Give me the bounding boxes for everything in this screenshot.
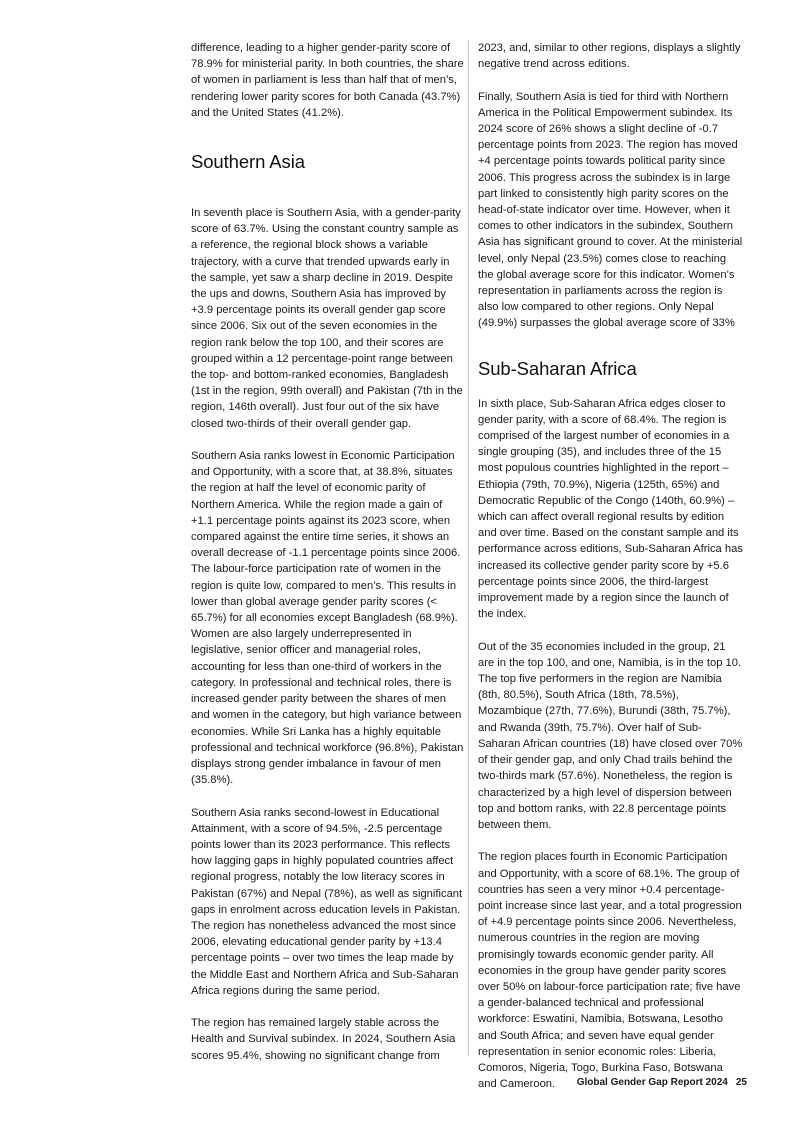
page-number: 25	[735, 1077, 747, 1088]
heading-southern-asia: Southern Asia	[191, 151, 305, 173]
report-title: Global Gender Gap Report 2024	[576, 1077, 728, 1088]
paragraph-continued: 2023, and, similar to other regions, displays a slightly negative trend across editions.	[478, 42, 741, 71]
paragraph-sub-saharan-africa-1: In sixth place, Sub-Saharan Africa edges closer to gender parity, with a score of 68.4%. The region is comprised of the largest number of economies in a single grouping (35), and includes three of the 15 most populous countries highlighted in the report – Ethiopia (79th, 70.9%), Nigeria (125th, 65%) and Democratic Republic of the Congo (140th, 60.9%) – which can affect overall regional results by edition and over time. Based on the constant sample and its performance across editions, Sub-Saharan Africa has increased its collective gender parity score by +5.6 percentage points since 2006, the third-largest improvement made by a region since the launch of the index.	[478, 397, 743, 621]
right-column	[478, 40, 743, 1109]
left-column	[191, 40, 466, 1080]
page-footer	[577, 1077, 747, 1089]
paragraph-southern-asia-1: In seventh place is Southern Asia, with a gender-parity score of 63.7%. Using the constant country sample as a reference, the regional block shows a variable trajectory, with a curve that trended upwards early in the sample, yet saw a sharp decline in 2019. Despite the ups and downs, Southern Asia has improved by +3.9 percentage points its overall gender gap score since 2006. Six out of the seven economies in the region rank below the top 100, and their scores are grouped within a 12 percentage-point range between the top- and bottom-ranked economies, Bangladesh (1st in the region, 99th overall) and Pakistan (7th in the region, 146th overall). Just four out of the six have closed two-thirds of their overall gender gap.	[191, 207, 463, 430]
paragraph-southern-asia-4: The region has remained largely stable across the Health and Survival subindex. In 2024, Southern Asia scores 95.4%, showing no significant change from	[191, 1017, 456, 1062]
paragraph-southern-asia-2: Southern Asia ranks lowest in Economic Participation and Opportunity, with a score that, at 38.8%, situates the region at half the level of economic parity of Northern America. While the region made a gain of +1.1 percentage points against its 2023 score, when compared against the entire time series, it shows an overall decrease of -1.1 percentage points since 2006. The labour-force participation rate of women in the region is quite low, compared to men’s. This results in lower than global average gender parity scores (< 65.7%) for all economies except Bangladesh (68.9%). Women are also largely underrepresented in legislative, senior officer and managerial roles, accounting for less than one-third of workers in the category. In professional and technical roles, there is increased gender parity between the shares of men and women in the category, but high variance between economies. While Sri Lanka has a highly equitable professional and technical workforce (96.8%), Pakistan displays strong gender imbalance in favour of men (35.8%).	[191, 450, 464, 787]
column-divider	[468, 40, 469, 1056]
heading-sub-saharan-africa: Sub-Saharan Africa	[478, 357, 637, 379]
paragraph-southern-asia-3: Southern Asia ranks second-lowest in Educational Attainment, with a score of 94.5%, -2.5 percentage points lower than its 2023 performance. This reflects how lagging gaps in highly populated countries affect regional progress, notably the low literacy scores in Pakistan (67%) and Nepal (78%), as well as significant gaps in enrolment across education levels in Pakistan. The region has nonetheless advanced the most since 2006, elevating educational gender parity by +13.4 percentage points – over two times the leap made by the Middle East and Northern Africa and Sub-Saharan Africa regions during the same period.	[191, 806, 463, 997]
paragraph-intro: difference, leading to a higher gender-parity score of 78.9% for ministerial parity. In both countries, the share of women in parliament is less than half that of men’s, rendering lower parity scores for both Canada (43.7%) and the United States (41.2%).	[191, 42, 464, 119]
paragraph-sub-saharan-africa-2: Out of the 35 economies included in the group, 21 are in the top 100, and one, Namibia, is in the top 10. The top five performers in the region are Namibia (8th, 80.5%), South Africa (18th, 78.5%), Mozambique (27th, 77.6%), Burundi (38th, 75.7%), and Rwanda (39th, 75.7%). Over half of Sub-Saharan African countries (18) have closed over 70% of their gender gap, and only Chad trails behind the two-thirds mark (57.6%). Nonetheless, the region is characterized by a high level of dispersion between top and bottom ranks, with 22.8 percentage points between them.	[478, 640, 743, 831]
paragraph-southern-asia-5: Finally, Southern Asia is tied for third with Northern America in the Political Empowerment subindex. Its 2024 score of 26% shows a slight decline of -0.7 percentage points from 2023. The region has moved +4 percentage points towards political parity since 2006. This progress across the subindex is in large part linked to consistently high parity scores on the head-of-state indicator over time. However, when it comes to other indicators in the subindex, Southern Asia has significant ground to cover. At the ministerial level, only Nepal (23.5%) comes close to reaching the global average score for this indicator. Women’s representation in parliaments across the region is also low compared to other regions. Only Nepal (49.9%) surpasses the global average score of 33%	[478, 90, 743, 330]
paragraph-sub-saharan-africa-3: The region places fourth in Economic Participation and Opportunity, with a score of 68.1%. The group of countries has seen a very minor +0.4 percentage-point increase since last year, and a total progression of +4.9 percentage points since 2006. Nevertheless, numerous countries in the region are moving promisingly towards economic gender parity. All economies in the group have gender parity scores over 50% on labour-force participation rate; five have a gender-balanced technical and professional workforce: Eswatini, Namibia, Botswana, Lesotho and South Africa; and seven have equal gender representation in senior economic roles: Liberia, Comoros, Nigeria, Togo, Burkina Faso, Botswana and Cameroon.	[478, 851, 742, 1091]
